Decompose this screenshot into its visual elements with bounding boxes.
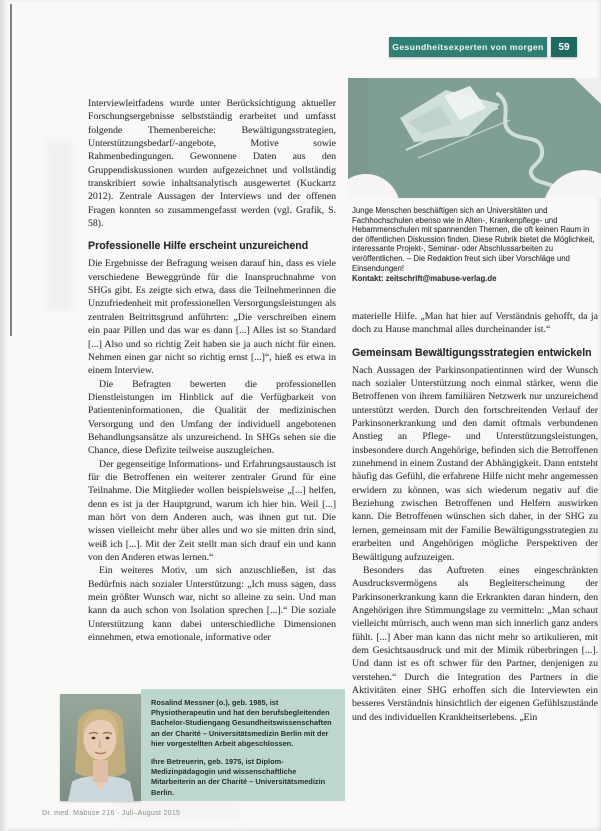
section-label: Gesundheitsexperten von morgen (392, 42, 544, 52)
author-bio-paragraph: Ihre Betreuerin, geb. 1975, ist Diplom-Medizinpädagogin und wissenschaftliche Mitarbeiterin an der Charité – Universitätsmedizin Berlin. (151, 757, 326, 797)
body-paragraph: Die Ergebnisse der Befragung weisen darauf hin, dass es viele verschiedene Beweggründe für die Inanspruchnahme von SHGs gibt. Es zeigte sich etwa, dass die Teilnehmerinnen die Unzufriedenheit mit professionellen Versorgungsleistungen als zentralen Beitrittsgrund anführten: „Die verschreiben einem ein paar Pillen und das war es dann [...] Alles ist so Standard [...] Also und so richtig Zeit haben sie ja auch nicht für einen. Nehmen einen gar nicht so richtig ernst [...]“, hieß es etwa in einem Interview. (88, 258, 336, 377)
right-column (352, 310, 598, 810)
subheading-bewaeltigungsstrategien: Gemeinsam Bewältigungsstrategien entwickeln (352, 346, 592, 359)
body-paragraph: Der gegenseitige Informations- und Erfahrungsaustausch ist für die Betroffenen ein weiterer zentraler Grund für eine Teilnahme. Die Mitglieder wollen beispielsweise „[...] helfen, denn es ist ja der Hauptgrund, warum ich hier bin. Weil [...] man hört von dem Anderen auch, was ihnen gut tut. Die wissen vielleicht mehr über alles und wo sie mitten drin sind, weiß ich [...]. Mit der Zeit stellt man sich drauf ein und kann von den Anderen etwas lernen.“ (88, 458, 336, 563)
footer-issue-info: Dr. med. Mabuse 216 · Juli–August 2015 (42, 810, 181, 817)
body-paragraph: Die Befragten bewerten die professionellen Dienstleistungen im Hinblick auf die Verfügbarkeit von Patienteninformationen, die Qualität der medizinischen Versorgung und den Umfang der individuell angebotenen Behandlungsansätze als unzureichend. In SHGs sehen sie die Chance, diese Defizite teilweise auszugleichen. (88, 378, 336, 457)
scan-edge-line (10, 4, 12, 336)
body-paragraph: materielle Hilfe. „Man hat hier auf Verständnis gehofft, da ja doch zu Hause manchmal alles durcheinander ist.“ (352, 311, 598, 336)
scan-edge-shading (0, 0, 8, 831)
rubric-caption (352, 206, 598, 284)
author-bio-paragraph: Rosalind Messner (o.), geb. 1985, ist Physiotherapeutin und hat den berufsbegleitenden Bachelor-Studiengang Gesundheitswissenschaften an der Charité – Universitätsmedizin Berlin mit der hier vorgestellten Arbeit abgeschlossen. (151, 698, 332, 748)
body-paragraph: Besonders das Auftreten eines eingeschränkten Ausdrucksvermögens als Begleiterscheinung der Parkinsonerkrankung kann die Erkrankten daran hindern, den Angehörigen ihre Stimmungslage zu vermitteln: „Man schaut vielleicht mürrisch, auch wenn man sich innerlich ganz anders fühlt. [...] Aber man kann das nicht mehr so artikulieren, mit dem Gesichtsausdruck und mit der Mimik rüberbringen [...]. Und dann ist es oft schwer für den Partner, denjenigen zu verstehen.“ Durch die Integration des Partners in die Aktivitäten einer SHG erhoffen sich die Interviewten ein besseres Verständnis hinsichtlich der eigenen Gefühlszustände und des individuellen Krankheitserlebens. „Ein (352, 564, 598, 723)
page-number: 59 (558, 41, 570, 53)
body-paragraph: Ein weiteres Motiv, um sich anzuschließen, ist das Bedürfnis nach sozialer Unterstützung: „Ich muss sagen, dass mein größter Wunsch war, nicht so alleine zu sein. Und man kann da auch schon von Isolation sprechen [...].“ Die soziale Unterstützung kann dabei unterschiedliche Dimensionen einnehmen, etwa emotionale, informative oder (88, 565, 336, 644)
author-portrait-photo (60, 694, 141, 801)
subheading-professionelle-hilfe: Professionelle Hilfe erscheint unzureichend (88, 240, 309, 253)
illustration-image (348, 78, 601, 198)
section-label-badge (389, 37, 547, 57)
scan-smudge (46, 140, 72, 310)
page-number-badge (551, 37, 577, 57)
rubric-caption-text: Junge Menschen beschäftigen sich an Universitäten und Fachhochschulen ebenso wie in Alten-, Krankenpflege- und Hebammenschulen mit spannenden Themen, die oft keinen Raum in der öffentlichen Diskussion finden. Diese Rubrik bietet die Möglichkeit, interessante Projekt-, Seminar- oder Abschlussarbeiten zu veröffentlichen. – Die Redaktion freut sich über Vorschläge und Einsendungen! (352, 206, 595, 273)
body-paragraph: Interviewleitfadens wurde unter Berücksichtigung aktueller Forschungsergebnisse selbstständig erarbeitet und umfasst folgende Themenbereiche: Bewältigungsstrategien, Unterstützungsbedarf/-angebote, Motive sowie Rahmenbedingungen. Gewonnene Daten aus den Gruppendiskussionen wurden aufgezeichnet und vollständig transkribiert sowie inhaltsanalytisch ausgewertet (Kuckartz 2012). Zentrale Aussagen der Interviews und der offenen Fragen konnten so zusammengefasst werden (vgl. Grafik, S. 58). (88, 98, 336, 230)
left-column (88, 97, 336, 689)
author-bio-box (141, 689, 345, 801)
body-paragraph: Nach Aussagen der Parkinsonpatientinnen wird der Wunsch nach sozialer Unterstützung noch einmal stärker, wenn die Betroffenen von ihrem familiären Netzwerk nur unzureichend unterstützt werden. Durch den fortschreitenden Verlauf der Parkinsonerkrankung und den damit oftmals verbundenen Anstieg an Pflege- und Unterstützungsleistungen, insbesondere durch Angehörige, befinden sich die Betroffenen zunehmend in einem Zustand der Abhängigkeit. Dann entsteht häufig das Gefühl, die erfahrene Hilfe nicht mehr angemessen erwidern zu können, was sich wiederum negativ auf die Beziehung zwischen Betroffenen und Helfern auswirken kann. Die Betroffenen wünschen sich daher, in der SHG zu lernen, gemeinsam mit der Familie Bewältigungsstrategien zu erarbeiten und Angehörigen mögliche Perspektiven der Bewältigung aufzuzeigen. (352, 364, 598, 563)
contact-email: Kontakt: zeitschrift@mabuse-verlag.de (352, 274, 497, 284)
article-illustration (348, 78, 601, 198)
